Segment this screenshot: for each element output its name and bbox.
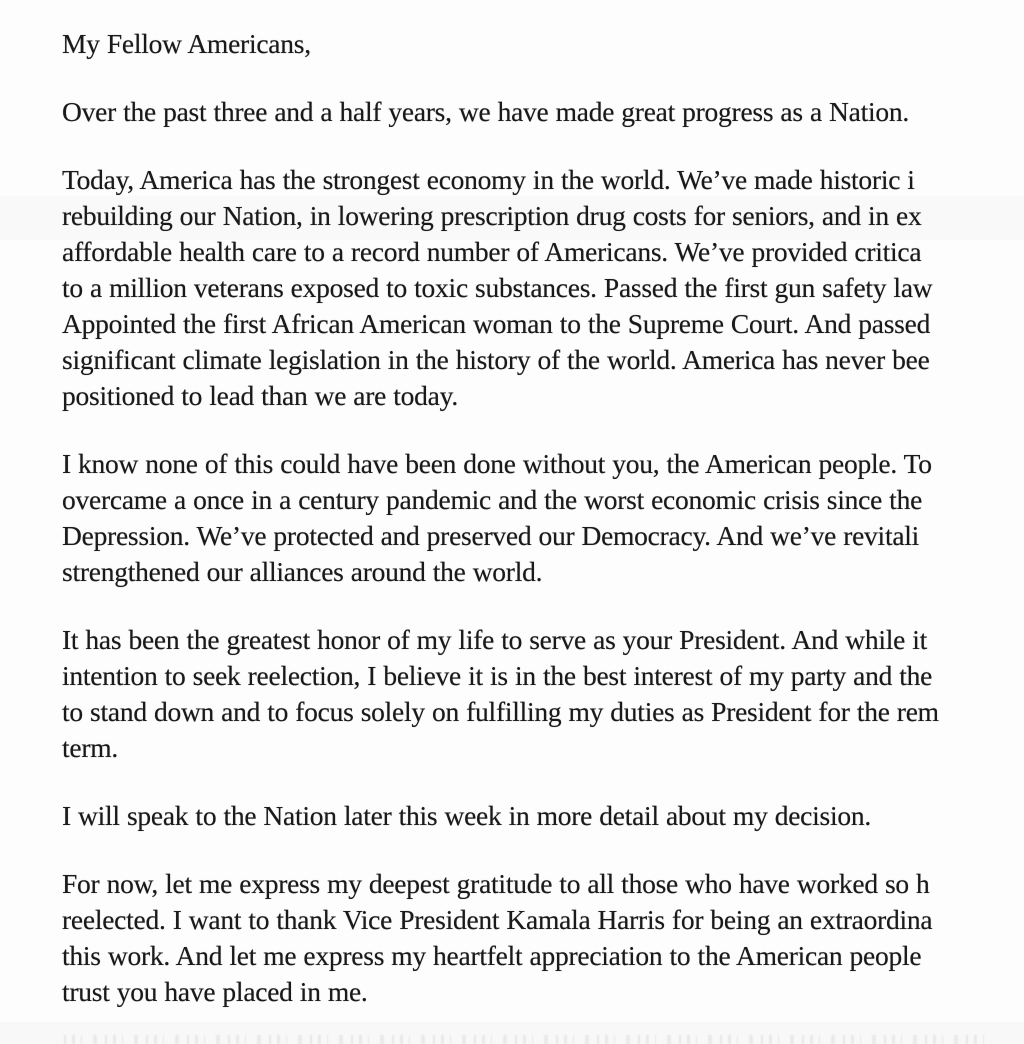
letter-line: significant climate legislation in the history of the world. America has never bee bbox=[62, 344, 930, 375]
letter-line: I know none of this could have been done without you, the American people. To bbox=[62, 448, 932, 479]
letter-line: affordable health care to a record number of Americans. We’ve provided critica bbox=[62, 236, 922, 267]
letter-paragraph bbox=[62, 866, 1024, 1010]
letter-paragraph bbox=[62, 446, 1024, 590]
letter-line: to stand down and to focus solely on fulfilling my duties as President for the rem bbox=[62, 696, 939, 727]
letter-line: Today, America has the strongest economy in the world. We’ve made historic i bbox=[62, 164, 915, 195]
letter-line: reelected. I want to thank Vice President Kamala Harris for being an extraordina bbox=[62, 904, 933, 935]
letter-line: I will speak to the Nation later this week in more detail about my decision. bbox=[62, 800, 871, 831]
letter-line: rebuilding our Nation, in lowering prescription drug costs for seniors, and in ex bbox=[62, 200, 922, 231]
letter-line: It has been the greatest honor of my life to serve as your President. And while it bbox=[62, 624, 927, 655]
letter-line: strengthened our alliances around the world. bbox=[62, 556, 543, 587]
letter-line: Over the past three and a half years, we have made great progress as a Nation. bbox=[62, 96, 910, 127]
letter-line: positioned to lead than we are today. bbox=[62, 380, 458, 411]
letter-line: intention to seek reelection, I believe it is in the best interest of my party and the bbox=[62, 660, 933, 691]
letter-line: to a million veterans exposed to toxic substances. Passed the first gun safety law bbox=[62, 272, 933, 303]
letter-line: Appointed the first African American woman to the Supreme Court. And passed bbox=[62, 308, 931, 339]
letter-salutation-paragraph bbox=[62, 26, 1024, 62]
letter-line: For now, let me express my deepest gratitude to all those who have worked so h bbox=[62, 868, 930, 899]
letter-line: Depression. We’ve protected and preserved our Democracy. And we’ve revitali bbox=[62, 520, 920, 551]
letter-line: this work. And let me express my heartfelt appreciation to the American people bbox=[62, 940, 922, 971]
letter-paragraph bbox=[62, 94, 1024, 130]
letter-line: term. bbox=[62, 732, 119, 763]
letter-salutation: My Fellow Americans, bbox=[62, 28, 311, 59]
letter-paragraph bbox=[62, 162, 1024, 414]
cutoff-text-fragment bbox=[64, 1035, 994, 1044]
letter-paragraph bbox=[62, 622, 1024, 766]
letter-line: overcame a once in a century pandemic and the worst economic crisis since the bbox=[62, 484, 923, 515]
letter-paragraph bbox=[62, 798, 1024, 834]
letter-line: trust you have placed in me. bbox=[62, 976, 368, 1007]
